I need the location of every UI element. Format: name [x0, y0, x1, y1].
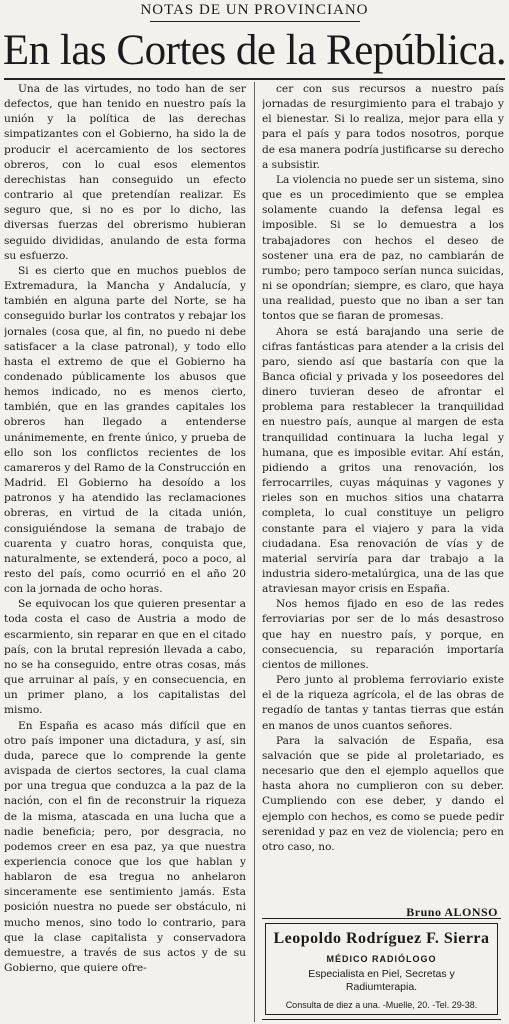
article-paragraph: En España es acaso más difícil que en otro país imponer una dictadura, y así, sin duda, parece que lo comprende la gente avispada de ciertos sectores, la cual clama por una tregua que conduzca a la paz de la nación, con el fin de reconstruir la riqueza de la misma, atascada en una lucha que a nadie beneficia; pero, por desgracia, no podemos creer en esa paz, ya que nuestra experiencia conoce que los que hablan y hablaron de esa tregua no anhelaron sinceramente ese sentimiento jamás. Esta posición nuestra no puede ser obstáculo, ni mucho menos, sino todo lo contrario, para que la clase capitalista y conservadora demuestre, a través de sus actos y de su Gobierno, que quiere ofre-: [4, 719, 246, 975]
doctor-advertisement: [262, 918, 501, 1020]
author-signature: Bruno ALONSO: [406, 905, 498, 919]
article-paragraph: Se equivocan los que quieren presentar a toda costa el caso de Austria a modo de escarmiento, sin reparar en que en el citado país, con la brutal represión llevada a cabo, no se ha conseguido, entre otras cosas, más que arruinar al país, y en consecuencia, en un primer plano, a los capitalistas del mismo.: [4, 598, 246, 717]
ad-specialty: Especialista en Piel, Secretas y Radiumterapia.: [308, 968, 455, 993]
article-column-left: [4, 82, 246, 1022]
column-divider: [254, 82, 255, 1022]
kicker-underline: [150, 21, 360, 22]
ad-frame: [265, 923, 498, 1015]
article-paragraph: Pero junto al problema ferroviario existe el de la riqueza agrícola, el de las obras de regadío de tantas y tantas tierras que están en manos de unos cuantos señores.: [262, 674, 504, 732]
article-headline: En las Cortes de la República.: [2, 27, 507, 74]
article-paragraph: cer con sus recursos a nuestro país jornadas de resurgimiento para el trabajo y el bienestar. Si lo realiza, mejor para ella y para el país y para todos nosotros, porque de esa manera podría justificarse su derecho a subsistir.: [262, 83, 504, 171]
ad-contact-info: Consulta de diez a una. -Muelle, 20. -Tel. 29-38.: [285, 1000, 478, 1010]
ad-doctor-role: MÉDICO RADIÓLOGO: [326, 954, 437, 964]
headline-rule: [4, 78, 505, 80]
article-paragraph: Si es cierto que en muchos pueblos de Extremadura, la Mancha y Andalucía, y también en alguna parte del Norte, se ha conseguido burlar los contratos y rebajar los jornales (cosa que, al fin, no puedo ni debe satisfacer a la clase patronal), y todo ello hasta el extremo de que el Gobierno ha condenado públicamente los abusos que hemos indicado, no es menos cierto, también, que en las grandes capitales los obreros han llegado a entenderse unánimemente, en frente único, y prueba de ello son los conflictos recientes de los camareros y del Ramo de la Construcción en Madrid. El Gobierno ha desoído a los patronos y ha atendido las reclamaciones obreras, en virtud de la citada unión, consiguiéndose la semana de trabajo de cuarenta y cuatro horas, conquista que, naturalmente, se extenderá, poco a poco, al resto del país, como ocurrió en el año 20 con la jornada de ocho horas.: [4, 264, 246, 596]
ad-doctor-name: Leopoldo Rodríguez F. Sierra: [273, 930, 490, 947]
article-paragraph: La violencia no puede ser un sistema, sino que es un procedimiento que se emplea solamente cuando la defensa legal es imposible. Si se lo demuestra a los trabajadores con hechos el deseo de sostener una era de paz, no cambiarán de rumbo; pero tampoco serían nunca suicidas, ni se opondrían; siempre, es claro, que haya una realidad, puesto que no iban a ser tan tontos que se fiaran de promesas.: [262, 173, 504, 323]
article-paragraph: Para la salvación de España, esa salvación que se pide al proletariado, es necesario que den el ejemplo aquellos que hasta ahora no cumplieron con su deber. Cumpliendo con ese deber, y dando el ejemplo con hechos, es como se puede pedir serenidad y paz en vez de violencia; pero en otro caso, no.: [262, 734, 504, 853]
section-kicker: NOTAS DE UN PROVINCIANO: [140, 2, 369, 18]
article-paragraph: Ahora se está barajando una serie de cifras fantásticas para atender a la crisis del paro, siendo así que bastaría con que la Banca oficial y privada y los poseedores del dinero tuvieran deseo de afrontar el problema para restablecer la tranquilidad en nuestro país, aunque al margen de esta tranquilidad continuara la lucha legal y humana, que es imposible evitar. Ahí están, pidiendo a gritos una renovación, los ferrocarriles, cuyas máquinas y vagones y rieles son en muchos sitios una chatarra completa, lo cual constituye un peligro constante para el viajero y para la vida ciudadana. Esa renovación de vías y de material serviría para dar trabajo a la industria sidero-metalúrgica, una de las que atraviesan mayor crisis en España.: [262, 325, 504, 596]
article-paragraph: Una de las virtudes, no todo han de ser defectos, que han tenido en nuestro país la unión y la política de las derechas simpatizantes con el Gobierno, ha sido la de producir el acercamiento de los sectores obreros, con lo cual esos elementos derechistas han conseguido un efecto contrario al que pretendían realizar. Es seguro que, si no es por lo dicho, las diversas fuerzas del obrerismo hubieran seguido divididas, anulando de esta forma su esfuerzo.: [4, 83, 246, 262]
article-column-right: [262, 82, 504, 908]
article-paragraph: Nos hemos fijado en eso de las redes ferroviarias por ser de lo más desastroso que hay en nuestro país, y porque, en consecuencia, su reparación importaría cientos de millones.: [262, 598, 504, 671]
